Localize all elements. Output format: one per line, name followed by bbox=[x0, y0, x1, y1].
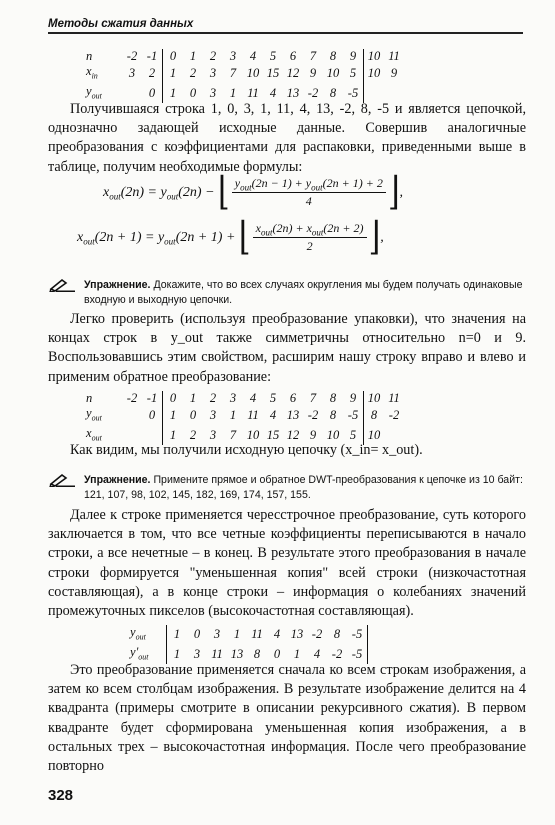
cell: 1 bbox=[229, 408, 237, 423]
cell: 3 bbox=[213, 627, 221, 642]
cell: 8 bbox=[329, 408, 337, 423]
cell: 13 bbox=[230, 646, 244, 661]
table-inverse-transform bbox=[84, 391, 404, 445]
cell: -5 bbox=[343, 84, 364, 104]
formula-var: x bbox=[255, 221, 261, 235]
cell: 15 bbox=[266, 66, 280, 81]
formula-arg: (2n) + bbox=[272, 221, 307, 235]
cell: 10 bbox=[246, 427, 260, 442]
paragraph-1: Получившаяся строка 1, 0, 3, 1, 11, 4, 13, -2, 8, -5 и является цепочкой, однозначно задающей исходные данные. Совершив аналогичные преобразования с коэффициентами для распаковки, приведенными выше в таблице, получим необходимые формулы: bbox=[48, 101, 526, 175]
cell: -2 bbox=[126, 391, 138, 405]
label-var: y bbox=[130, 644, 136, 659]
label-sub: out bbox=[138, 652, 149, 661]
table-interleave bbox=[128, 625, 368, 664]
label-sub: out bbox=[135, 632, 146, 642]
cell: 8 bbox=[329, 391, 337, 405]
cell: 7 bbox=[229, 427, 237, 442]
cell: 8 bbox=[253, 646, 261, 661]
cell: 9 bbox=[309, 66, 317, 81]
formula-arg: (2n + 1) = bbox=[94, 229, 158, 245]
cell: 1 bbox=[173, 646, 181, 661]
pencil-note-icon bbox=[48, 473, 76, 487]
table-row-n bbox=[84, 391, 404, 406]
cell: 13 bbox=[290, 627, 304, 642]
cell: 5 bbox=[269, 49, 277, 63]
formula-var: x bbox=[77, 229, 84, 245]
numerator bbox=[253, 221, 367, 238]
label-var: x bbox=[86, 425, 92, 440]
cell: -2 bbox=[126, 49, 138, 63]
formula-arg: (2n − 1) + bbox=[251, 176, 306, 190]
table-row-n bbox=[84, 49, 404, 64]
cell: 9 bbox=[309, 427, 317, 442]
formula-arg: (2n + 1) + bbox=[175, 229, 236, 245]
exercise-note-2 bbox=[48, 473, 526, 502]
formula-var: y bbox=[234, 176, 241, 190]
cell: 3 bbox=[128, 66, 136, 81]
cell: 4 bbox=[273, 627, 281, 642]
note-label: Упражнение. bbox=[84, 279, 151, 291]
label-var: y bbox=[86, 83, 92, 98]
cell: 2 bbox=[209, 49, 217, 63]
formula-sub: out bbox=[166, 191, 179, 202]
cell: 13 bbox=[286, 85, 300, 100]
formula-tail: , bbox=[399, 184, 404, 200]
cell: 0 bbox=[193, 627, 201, 642]
label-var: y bbox=[130, 625, 136, 639]
cell: 2 bbox=[189, 427, 197, 442]
row-label bbox=[84, 64, 122, 84]
note-text bbox=[84, 278, 526, 307]
denominator: 4 bbox=[305, 194, 312, 209]
cell bbox=[122, 406, 142, 426]
note-label: Упражнение. bbox=[84, 474, 151, 486]
table-row-y-out bbox=[84, 406, 404, 426]
fraction bbox=[253, 221, 367, 254]
cell: -2 bbox=[307, 408, 319, 423]
cell: 1 bbox=[189, 391, 197, 405]
cell: 12 bbox=[286, 66, 300, 81]
cell: 4 bbox=[249, 49, 257, 63]
cell: 4 bbox=[269, 85, 277, 100]
cell: 10 bbox=[367, 391, 381, 405]
note-body: Примените прямое и обратное DWT-преобразования к цепочке из 10 байт: 121, 107, 98, 102, 145, 182, 169, 174, 157, 155. bbox=[84, 474, 523, 501]
formula-sub: out bbox=[109, 191, 121, 202]
label-var: x bbox=[86, 64, 92, 78]
cell: 8 bbox=[370, 408, 378, 423]
cell: 0 bbox=[142, 84, 163, 104]
label-sub: out bbox=[91, 91, 102, 100]
cell: 3 bbox=[229, 391, 237, 405]
cell: 7 bbox=[229, 66, 237, 81]
cell: -2 bbox=[388, 408, 400, 423]
page-number: 328 bbox=[48, 787, 74, 804]
cell: 10 bbox=[246, 66, 260, 81]
label-var: y bbox=[86, 406, 92, 420]
numerator bbox=[232, 176, 386, 193]
cell: 10 bbox=[367, 66, 381, 81]
cell: 1 bbox=[229, 85, 237, 100]
paragraph-3: Как видим, мы получили исходную цепочку (x_in= x_out). bbox=[70, 442, 423, 458]
floor-bracket-left: ⌊ bbox=[218, 170, 230, 214]
formula-arg: (2n) − bbox=[178, 184, 215, 200]
formula-var: x bbox=[306, 221, 312, 235]
formula-var: y bbox=[157, 229, 165, 245]
paragraph-2: Легко проверить (используя преобразование упаковки), что значения на концах строк в y_out также симметричны относительно n=0 и 9. Воспользовавшись этим свойством, расширим нашу строку вправо и влево и применим обратное преобразование: bbox=[48, 311, 526, 385]
cell: 2 bbox=[209, 391, 217, 405]
cell: 8 bbox=[329, 49, 337, 63]
cell: 3 bbox=[193, 646, 201, 661]
formula-var: y bbox=[305, 176, 312, 190]
cell: 1 bbox=[189, 49, 197, 63]
cell: 3 bbox=[229, 49, 237, 63]
formula-sub: out bbox=[260, 227, 273, 238]
cell: 10 bbox=[326, 66, 340, 81]
label-sub: out bbox=[91, 433, 102, 442]
cell: -5 bbox=[343, 406, 364, 426]
cell: 11 bbox=[247, 85, 259, 100]
cell: 2 bbox=[189, 66, 197, 81]
cell: 3 bbox=[209, 85, 217, 100]
label-sub: in bbox=[91, 71, 98, 81]
formula-sub: out bbox=[311, 182, 323, 193]
cell: 11 bbox=[388, 49, 400, 63]
formula-arg: (2n + 1) + 2 bbox=[322, 176, 383, 190]
cell: 8 bbox=[329, 85, 337, 100]
cell: 15 bbox=[266, 427, 280, 442]
cell: 9 bbox=[390, 66, 398, 81]
cell: 3 bbox=[209, 408, 217, 423]
cell: 11 bbox=[388, 391, 400, 405]
cell: 5 bbox=[269, 391, 277, 405]
cell: 1 bbox=[169, 408, 177, 423]
cell: 13 bbox=[286, 408, 300, 423]
cell: 10 bbox=[326, 427, 340, 442]
fraction bbox=[232, 176, 386, 209]
note-body: Докажите, что во всех случаях округления мы будем получать одинаковые входную и выходную цепочки. bbox=[84, 279, 523, 306]
cell: -2 bbox=[331, 646, 343, 661]
cell: 1 bbox=[173, 627, 181, 642]
row-label: n bbox=[86, 391, 93, 405]
cell: 1 bbox=[169, 85, 177, 100]
cell: 8 bbox=[333, 627, 341, 642]
table-row-y-out bbox=[128, 625, 368, 645]
cell: -5 bbox=[347, 645, 368, 665]
cell: 4 bbox=[269, 408, 277, 423]
cell: 10 bbox=[367, 49, 381, 63]
cell: -1 bbox=[142, 391, 163, 406]
cell: 5 bbox=[343, 426, 364, 446]
formula-var: x bbox=[103, 184, 110, 200]
cell: 12 bbox=[286, 427, 300, 442]
floor-bracket-right: ⌋ bbox=[387, 170, 400, 214]
formula-tail: , bbox=[380, 229, 384, 245]
cell: 11 bbox=[211, 646, 223, 661]
formula-sub: out bbox=[240, 182, 252, 193]
cell: 1 bbox=[233, 627, 241, 642]
denominator: 2 bbox=[306, 239, 313, 254]
cell: 6 bbox=[289, 49, 297, 63]
floor-bracket-left: ⌊ bbox=[238, 215, 251, 259]
exercise-note-1 bbox=[48, 278, 526, 307]
note-text bbox=[84, 473, 526, 502]
cell: 1 bbox=[169, 66, 177, 81]
formula-sub: out bbox=[83, 236, 95, 247]
running-header bbox=[48, 18, 523, 34]
cell: 4 bbox=[249, 391, 257, 405]
formula-sub: out bbox=[311, 227, 324, 238]
cell: -2 bbox=[307, 85, 319, 100]
cell: 0 bbox=[189, 85, 197, 100]
cell: 0 bbox=[273, 646, 281, 661]
cell: 7 bbox=[309, 391, 317, 405]
cell: 3 bbox=[209, 427, 217, 442]
cell: 1 bbox=[169, 427, 177, 442]
paragraph-4: Далее к строке применяется чересстрочное преобразование, суть которого заключается в том, что все четные коэффициенты переписываются в начало строки, а все нечетные – в конец. В результате этого преобразования в начале строки формируется "уменьшенная копия" всей строки (низкочастотная составляющая), а в конце строки – информация о колебаниях значений промежуточных пикселов (высокочастотная составляющая). bbox=[48, 507, 526, 620]
formula-even bbox=[103, 170, 404, 214]
cell: 2 bbox=[142, 64, 163, 84]
row-label bbox=[84, 406, 122, 426]
formula-odd bbox=[77, 215, 384, 259]
cell: 10 bbox=[367, 427, 381, 442]
formula-arg: (2n) = bbox=[120, 184, 161, 200]
cell: 11 bbox=[251, 627, 263, 642]
floor-bracket-right: ⌋ bbox=[368, 215, 381, 259]
cell: 5 bbox=[343, 64, 364, 84]
label-sub: out bbox=[91, 413, 102, 423]
table-forward-transform bbox=[84, 49, 404, 103]
cell: 3 bbox=[209, 66, 217, 81]
cell: 1 bbox=[293, 646, 301, 661]
cell: 6 bbox=[289, 391, 297, 405]
cell: 0 bbox=[142, 406, 163, 426]
paragraph-5: Это преобразование применяется сначала ко всем строкам изображения, а затем ко всем столбцам изображения. В результате изображение делится на 4 квадранта (примеры смотрите в описании рекурсивного сжатия). В первом квадранте будет сформирована уменьшенная копия изображения, а в остальных трех – высокочастотная информация. После чего преобразование повторно bbox=[48, 662, 526, 775]
cell: 7 bbox=[309, 49, 317, 63]
cell: -1 bbox=[142, 49, 163, 64]
header-title: Методы сжатия данных bbox=[48, 18, 194, 30]
cell: -2 bbox=[311, 627, 323, 642]
formula-arg: (2n + 2) bbox=[323, 221, 364, 235]
cell: 11 bbox=[247, 408, 259, 423]
cell: -5 bbox=[347, 625, 368, 645]
cell: 0 bbox=[189, 408, 197, 423]
formula-var: y bbox=[160, 184, 167, 200]
row-label: n bbox=[86, 49, 93, 63]
pencil-note-icon bbox=[48, 278, 76, 292]
label-prime: ' bbox=[135, 644, 139, 659]
cell: 0 bbox=[169, 49, 177, 63]
cell: 9 bbox=[343, 391, 364, 406]
cell: 0 bbox=[169, 391, 177, 405]
cell: 9 bbox=[343, 49, 364, 64]
cell: 4 bbox=[313, 646, 321, 661]
row-label bbox=[128, 625, 167, 645]
table-row-x-in bbox=[84, 64, 404, 84]
formula-sub: out bbox=[164, 236, 176, 247]
